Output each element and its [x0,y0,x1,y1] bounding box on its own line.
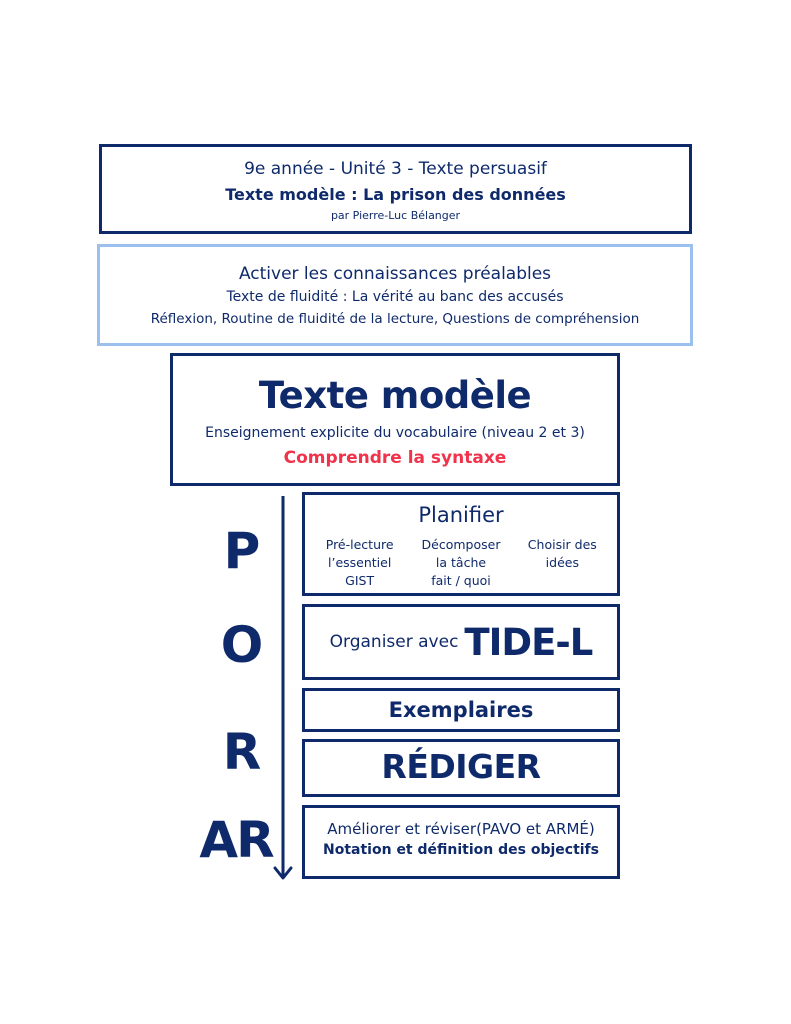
plan-item: Décomposer [421,537,501,552]
model-text-title: Texte modèle : La prison des données [225,185,566,204]
header-box [99,144,692,234]
goals-text: Notation et définition des objectifs [323,842,599,858]
letter-p: P [223,522,261,580]
plan-column-decompose [411,536,511,590]
write-label: RÉDIGER [381,747,541,786]
fluency-text: Texte de fluidité : La vérité au banc des accusés [226,289,564,305]
plan-item: l’essentiel [328,555,392,570]
plan-box [302,492,620,596]
letter-ar: AR [199,811,273,869]
vocabulary-text: Enseignement explicite du vocabulaire (niveau 2 et 3) [205,425,585,441]
plan-item: fait / quoi [431,573,491,588]
letter-o: O [220,616,264,674]
syntax-text: Comprendre la syntaxe [283,448,507,468]
plan-item: idées [545,555,579,570]
examples-label: Exemplaires [388,698,534,722]
plan-item: la tâche [435,555,487,570]
activate-knowledge-box [97,244,693,346]
plan-columns [305,536,617,590]
model-title: Texte modèle [258,374,532,417]
plan-item: Pré-lecture [325,537,394,552]
activities-text: Réflexion, Routine de fluidité de la lecture, Questions de compréhension [150,311,640,327]
plan-item: Choisir des [527,537,597,552]
down-arrow-icon [270,496,296,884]
organize-label: Organiser avec [329,632,459,652]
plan-item: GIST [345,573,375,588]
grade-unit-title: 9e année - Unité 3 - Texte persuasif [244,159,547,179]
revise-text: Améliorer et réviser(PAVO et ARMÉ) [327,820,595,838]
author-credit: par Pierre-Luc Bélanger [330,209,461,222]
examples-box [302,688,620,732]
plan-title: Planifier [418,503,504,527]
organize-acronym: TIDE-L [464,620,593,664]
plan-column-prereading [310,536,410,590]
revise-box [302,805,620,879]
letter-r: R [222,723,262,781]
plan-column-ideas [512,536,612,590]
activate-title: Activer les connaissances préalables [238,264,552,284]
write-box [302,739,620,797]
organize-box [302,604,620,680]
model-text-box [170,353,620,486]
